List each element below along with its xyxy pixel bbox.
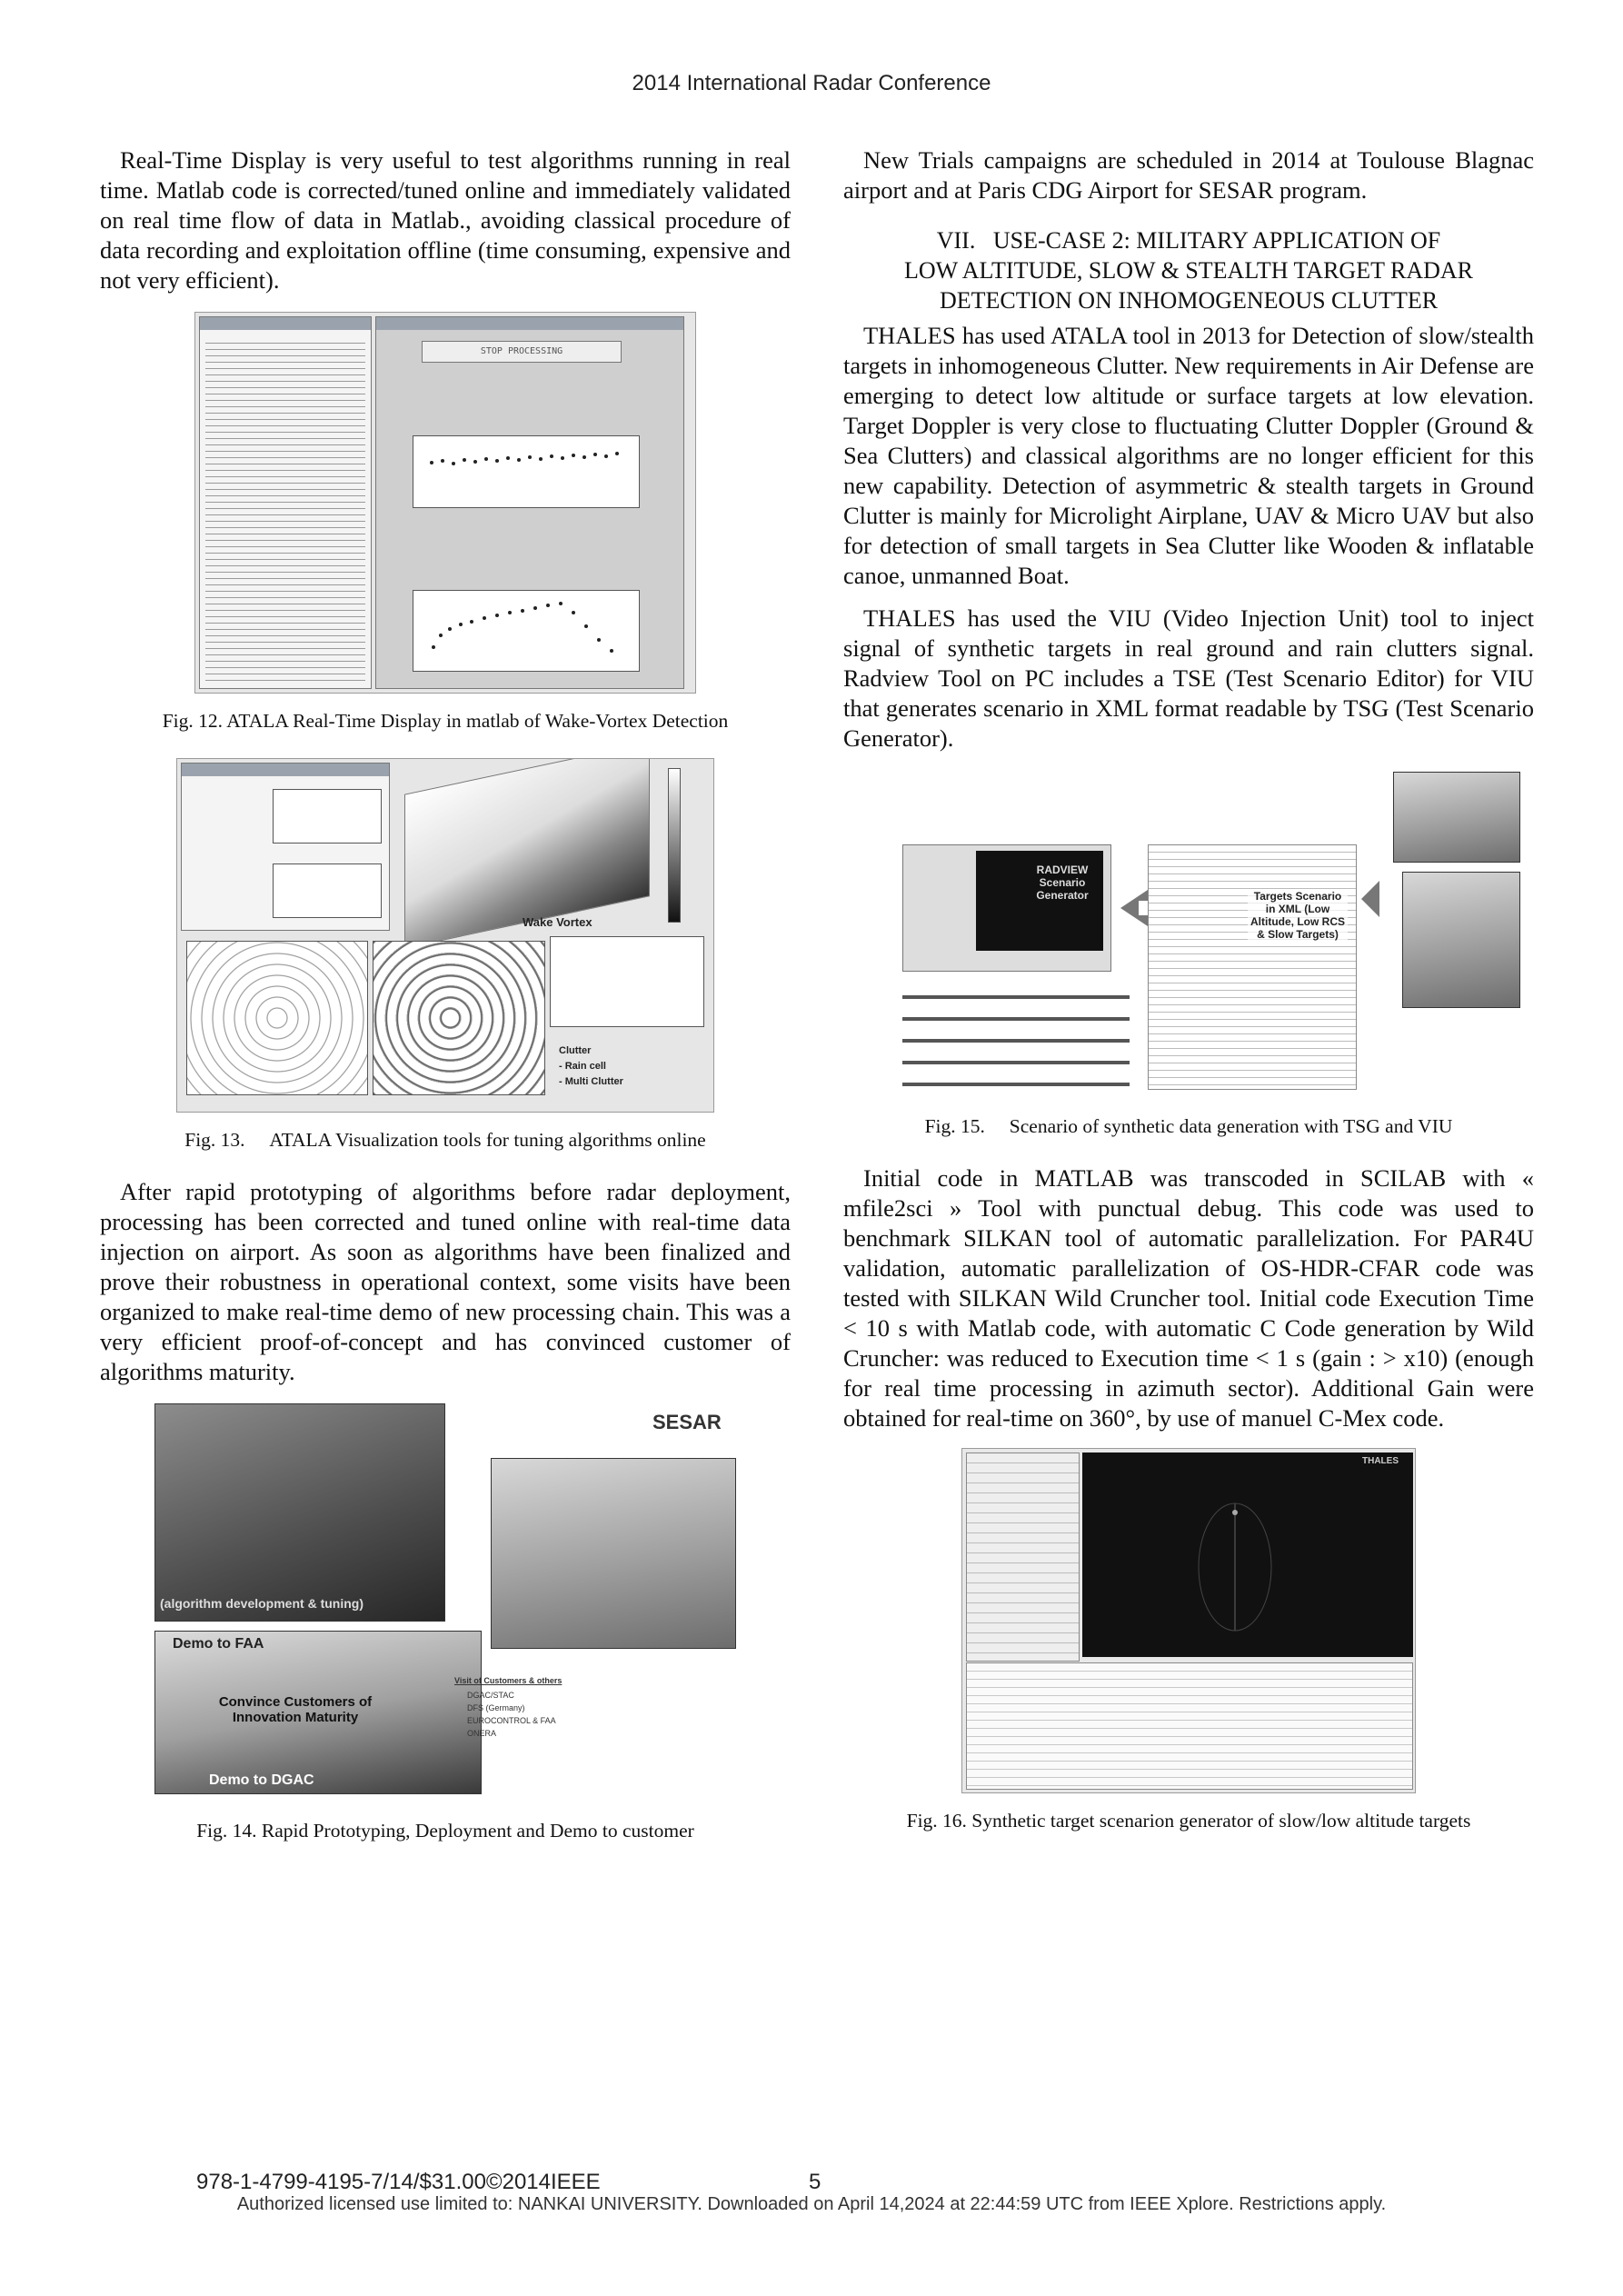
tuning-window xyxy=(181,763,390,931)
section-heading-line: VII. USE-CASE 2: MILITARY APPLICATION OF xyxy=(936,227,1441,254)
window-titlebar xyxy=(182,764,389,776)
paragraph: THALES has used ATALA tool in 2013 for Detection of slow/stealth targets in inhomogeneous Clutter. New requirements in Air Defense are emerging to detect low altitude or surface targets at low elevation. Target Doppler is very close to fluctuating Clutter Doppler (Ground & Sea Clutters) and classical algorithms are no longer efficient for this new capability. Detection of asymmetric & stealth targets in Ground Clutter is mainly for Microlight Airplane, UAV & Micro UAV but also for detection of small targets in Sea Clutter like Wooden & inflatable canoe, unmanned Boat. xyxy=(843,322,1534,589)
figure-13-caption: Fig. 13. ATALA Visualization tools for tuning algorithms online xyxy=(184,1129,706,1151)
visit-item: DFS (Germany) xyxy=(467,1703,525,1712)
radview-label: RADVIEW Scenario Generator xyxy=(1036,863,1089,902)
paragraph: THALES has used the VIU (Video Injection Unit) tool to inject signal of synthetic targets in real ground and rain clutters signal. Radview Tool on PC includes a TSE (Test Scenario Editor) for VIU that generates scenario in XML format readable by TSG (Test Scenario Generator). xyxy=(843,604,1534,752)
running-header: 2014 International Radar Conference xyxy=(632,71,991,95)
section-heading-line: DETECTION ON INHOMOGENEOUS CLUTTER xyxy=(939,287,1439,314)
paragraph: New Trials campaigns are scheduled in 2014 at Toulouse Blagnac airport and at Paris CDG Airport for SESAR program. xyxy=(843,146,1534,204)
tuning-plot-top xyxy=(273,789,382,844)
polar-plot-left xyxy=(186,941,368,1095)
convince-label: Convince Customers of Innovation Maturity xyxy=(218,1694,373,1725)
figure-12-image xyxy=(194,312,696,694)
visit-item: EUROCONTROL & FAA xyxy=(467,1716,556,1725)
top-scatter-points xyxy=(430,452,619,465)
xml-label: Targets Scenario in XML (Low Altitude, Low RCS & Slow Targets) xyxy=(1248,890,1348,941)
sesar-logo: SESAR xyxy=(652,1411,722,1433)
visit-item: DGAC/STAC xyxy=(467,1691,514,1700)
range-doppler-plot xyxy=(550,936,704,1027)
left-column xyxy=(100,145,791,1868)
paragraph: After rapid prototyping of algorithms before radar deployment, processing has been corrected and tuned online with real-time data injection on airport. As soon as algorithms have been finalized and prove their robustness in operational context, some visits have been organized to make real-time demo of new processing chain. This was a very efficient proof-of-concept and has convinced customer of algorithms maturity. xyxy=(100,1178,791,1385)
bullet-list-blurred xyxy=(902,981,1130,1090)
figure-16-caption: Fig. 16. Synthetic target scenarion generator of slow/low altitude targets xyxy=(906,1810,1471,1832)
demo-dgac-label: Demo to DGAC xyxy=(209,1772,314,1788)
figure-13-image xyxy=(176,758,714,1113)
algorithm-label: (algorithm development & tuning) xyxy=(160,1596,363,1611)
colorbar xyxy=(668,768,681,923)
xml-scenario-panel xyxy=(1148,844,1357,1090)
stop-processing-button[interactable]: STOP PROCESSING xyxy=(422,341,622,363)
figure-16-image xyxy=(961,1448,1416,1793)
figure-15-caption: Fig. 15. Scenario of synthetic data generation with TSG and VIU xyxy=(924,1115,1453,1137)
section-heading xyxy=(843,225,1534,315)
paragraph: Initial code in MATLAB was transcoded in SCILAB with « mfile2sci » Tool with punctual debug. This code was used to benchmark SILKAN tool of automatic parallelization. For PAR4U validation, automatic parallelization of OS-HDR-CFAR code was tested with SILKAN Wild Cruncher tool. Initial code Execution Time < 10 s with Matlab code, with automatic C Code generation by Wild Cruncher: was reduced to Execution time < 1 s (gain : > x10) (enough for real time processing in azimuth sector). Additional Gain were obtained for real-time on 360°, by use of manuel C-Mex code. xyxy=(843,1164,1534,1432)
photo-radar-antenna xyxy=(1393,772,1520,863)
polar-plot-right xyxy=(373,941,545,1095)
scenario-table xyxy=(966,1662,1413,1790)
figure-12-caption: Fig. 12. ATALA Real-Time Display in matlab of Wake-Vortex Detection xyxy=(162,710,729,732)
visit-list-box xyxy=(454,1676,654,1785)
footer-isbn: 978-1-4799-4195-7/14/$31.00©2014IEEE xyxy=(196,2170,601,2194)
plot-points xyxy=(195,313,696,694)
visit-title: Visit of Customers & others xyxy=(454,1676,563,1685)
rain-cell-label: - Rain cell xyxy=(559,1061,606,1072)
license-notice: Authorized licensed use limited to: NANKAI UNIVERSITY. Downloaded on April 14,2024 at 22:44:59 UTC from IEEE Xplore. Restrictions apply. xyxy=(236,2194,1387,2214)
figure-15-image xyxy=(857,772,1520,1099)
figure-14-caption: Fig. 14. Rapid Prototyping, Deployment and Demo to customer xyxy=(196,1820,694,1842)
right-column xyxy=(843,145,1534,1858)
paragraph: Real-Time Display is very useful to test algorithms running in real time. Matlab code is corrected/tuned online and immediately validated on real time flow of data in Matlab., avoiding classical procedure of data recording and exploitation offline (time consuming, expensive and not very efficient). xyxy=(100,146,791,294)
bottom-scatter-points xyxy=(432,602,613,653)
figure-14-image xyxy=(154,1403,736,1803)
photo-radar-site xyxy=(154,1403,445,1622)
multi-clutter-label: - Multi Clutter xyxy=(559,1076,623,1087)
photo-operators xyxy=(491,1458,736,1649)
tuning-plot-bottom xyxy=(273,863,382,918)
wake-vortex-label: Wake Vortex xyxy=(523,915,592,929)
photo-equipment-rack xyxy=(1402,872,1520,1008)
thales-logo: THALES xyxy=(1362,1456,1399,1466)
page-number: 5 xyxy=(809,2170,821,2194)
demo-faa-label: Demo to FAA xyxy=(173,1636,264,1652)
section-heading-line: LOW ALTITUDE, SLOW & STEALTH TARGET RADAR xyxy=(903,257,1474,284)
visit-item: ONERA xyxy=(467,1729,497,1738)
clutter-label: Clutter xyxy=(559,1045,592,1056)
